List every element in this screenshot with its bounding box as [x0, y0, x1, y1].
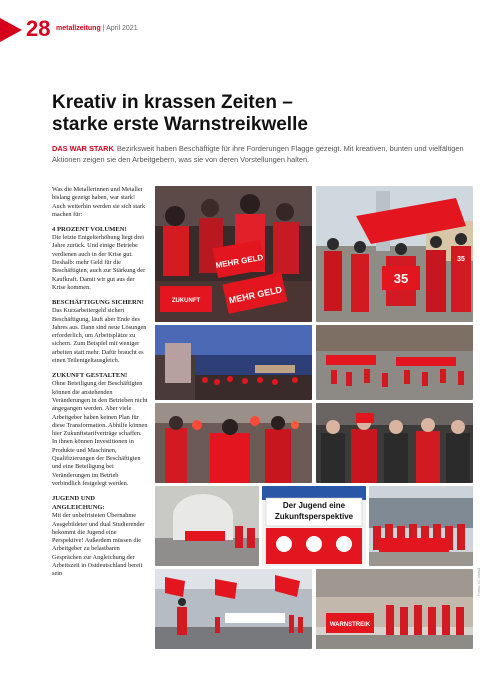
photo-torches [155, 403, 312, 483]
photo-masked-group [316, 403, 473, 483]
deck-text: Bezirksweit haben Beschäftigte für ihre Forderungen Flagge gezeigt. Mit kreativen, bunten und vielfältigen Aktionen zeigen sie den Arbeitgebern, was sie von deren Vorstellungen halten. [52, 144, 464, 164]
headline-line-2: starke erste Warnstreikwelle [52, 114, 308, 135]
page-header [0, 16, 500, 44]
photo-street-flags [155, 569, 312, 649]
kicker: DAS WAR STARK [52, 144, 114, 153]
vest-text: 35 [457, 256, 465, 263]
photo-tank-banner [155, 486, 259, 566]
sign-text: 35 [393, 271, 409, 286]
publication-line [56, 25, 138, 32]
sign-text: ZUKUNFT [171, 298, 201, 304]
photo-plaza-crowd [316, 325, 473, 400]
brand-name-part1: metall [56, 25, 77, 32]
section-heading: 4 PROZENT VOLUMEN! [52, 226, 127, 234]
page-marker-arrow-icon [0, 18, 22, 42]
section-text: Die letzte Entgelterhöhung liegt drei Jahre zurück. Und einige Betriebe verdienen auch in der Krise gut. Deshalb: mehr Geld für die Beschäftigten, auch zur Stärkung der Kaufkraft. Damit wir gut aus der Krise kommen. [52, 234, 146, 291]
article-headline [52, 92, 472, 136]
photo-youth-banner [262, 486, 366, 566]
section-heading: BESCHÄFTIGUNG SICHERN! [52, 299, 144, 307]
intro-paragraph: Was die Metallerinnen und Metaller bislang gezeigt haben, war stark! Auch weiterhin werden sie sich stark machen für: [52, 186, 146, 218]
photo-warnstreik-banner [316, 569, 473, 649]
headline-line-1: Kreativ in krassen Zeiten – [52, 92, 293, 113]
photo-outdoor-35 [316, 186, 473, 322]
issue-date: | April 2021 [102, 25, 138, 32]
article-deck [52, 143, 472, 165]
section-text: Mit der unbefristeten Übernahme Ausgebildeter und dual Studierender bekommt die Jugend eine Perspektive! Außerdem müssen die Arbeitgeber zu belastbaren Gesprächen zur Angleichung der Arbeitszeit in Ostdeutschland bereit sein [52, 512, 145, 578]
section-text: Das Kurzarbeitergeld sichert Beschäftigung, läuft aber Ende des Jahres aus. Dann sind neue Lösungen erforderlich, um Arbeitsplätze zu sichern. Zum Beispiel mit weniger arbeiten statt mehr. Dafür braucht es einen Teilentgeltausgleich. [52, 307, 147, 365]
section-heading: ZUKUNFT GESTALTEN! [52, 372, 128, 380]
photo-credit: Fotos: IG Metall [476, 567, 481, 596]
sign-text: MEHR GELD [227, 284, 283, 306]
page-number: 28 [26, 16, 51, 41]
section-heading: JUGEND UND ANGLEICHUNG: [52, 495, 105, 512]
sign-text: MEHR GELD [215, 252, 264, 271]
body-column [52, 186, 148, 585]
photo-building-group [369, 486, 473, 566]
photo-dusk-rally [155, 325, 312, 400]
photo-crowd-mehr-geld [155, 186, 312, 322]
brand-name-part2: zeitung [76, 25, 101, 32]
banner-text: WARNSTREIK [329, 622, 371, 628]
banner-text: Der Jugend eine [282, 501, 346, 510]
section-text: Ohne Beteiligung der Beschäftigten können die anstehenden Veränderungen in den Betrieben nicht angegangen werden. Aber viele Arbeitgeber haben keinen Plan für diese Transformation. Abhilfe können hier Zukunftstarifverträge schaffen. In ihnen können Investitionen in Produkte und Maschinen, Qualifizierungen der Beschäftigten und eine Beteiligung bei Veränderungen im Betrieb verbindlich festgelegt werden. [52, 380, 148, 487]
banner-text: Zukunftsperspektive [274, 512, 354, 521]
